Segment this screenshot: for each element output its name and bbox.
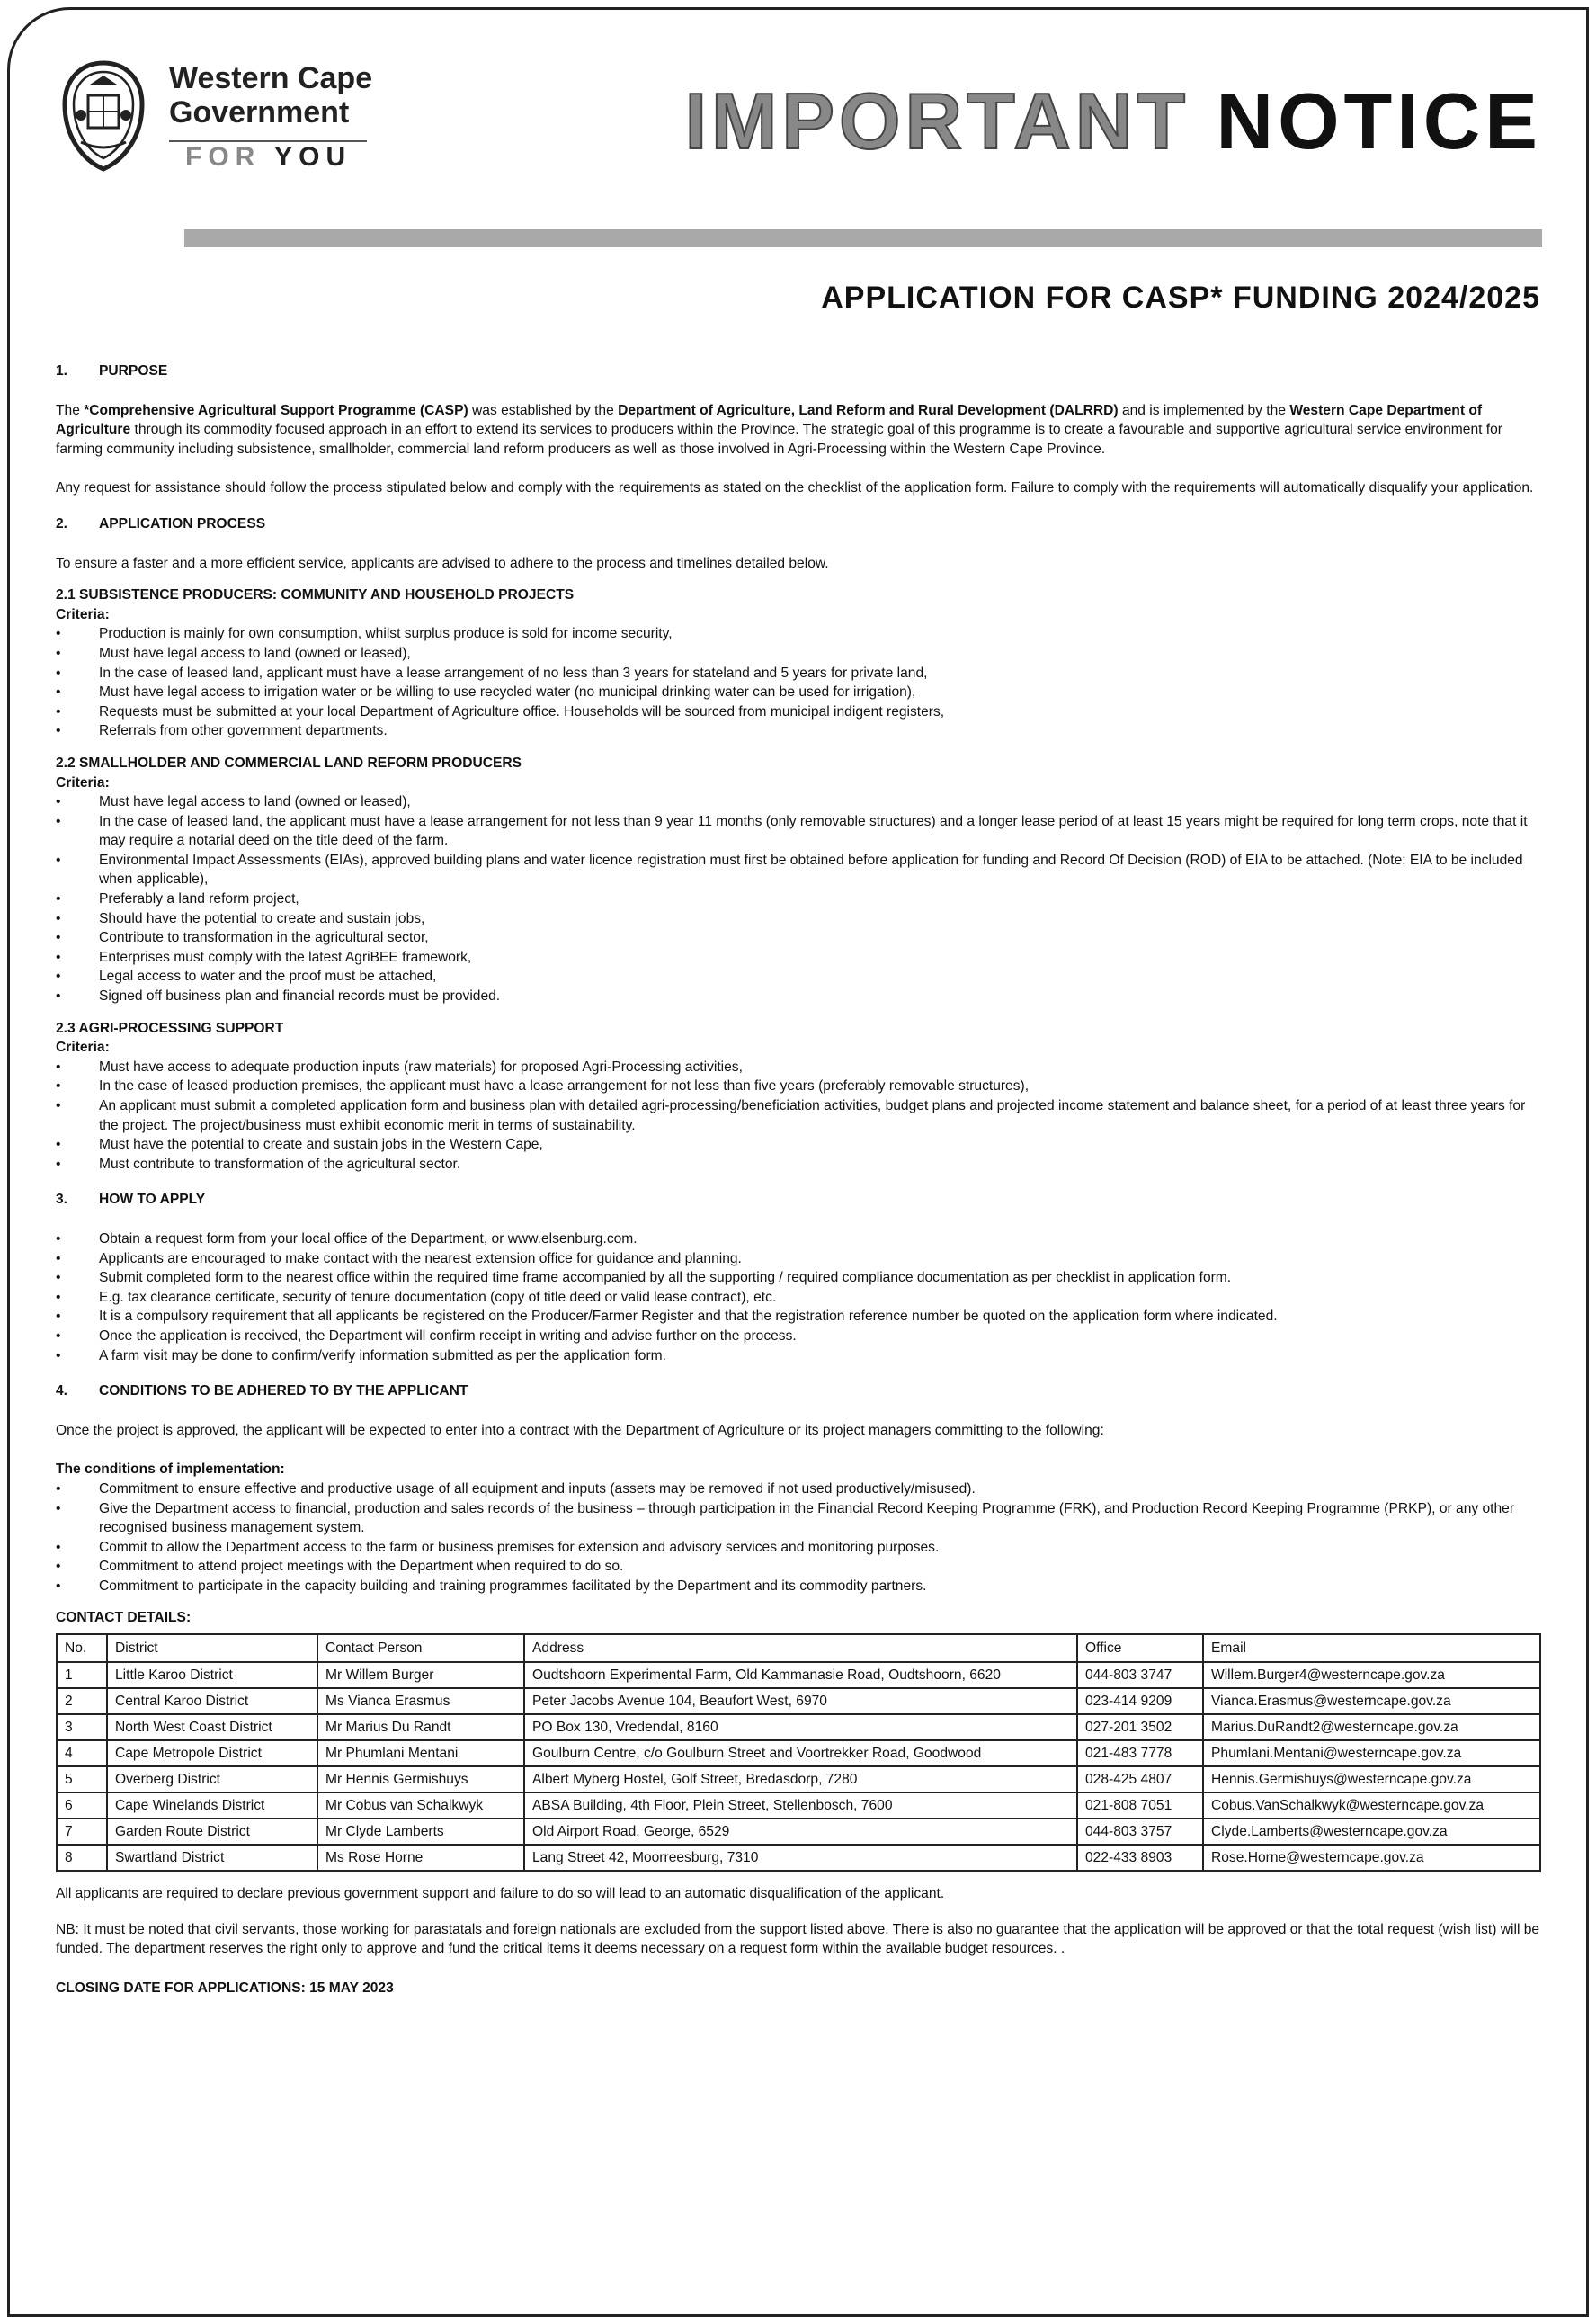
for-you-slogan: [185, 142, 352, 173]
list-item: • Once the application is received, the Department will confirm receipt in writing and advise further on the process.: [56, 1327, 1541, 1346]
list-item: • Give the Department access to financial, production and sales records of the business – through participation in the Financial Record Keeping Programme (FRK), and Production Record Keeping Programme (PRKP), or any other recognised business management system.: [56, 1499, 1541, 1538]
table-row: [57, 1845, 1540, 1871]
table-row: [57, 1766, 1540, 1792]
column-header: Office: [1077, 1634, 1203, 1662]
cell-address: Goulburn Centre, c/o Goulburn Street and Voortrekker Road, Goodwood: [524, 1740, 1077, 1766]
nb-note: NB: It must be noted that civil servants, those working for parastatals and foreign nationals are excluded from the support listed above. There is also no guarantee that the application will be approved or that the total request (wish list) will be funded. The department reserves the right only to approve and fund the critical items it deems necessary on a request form within the available budget resources. .: [56, 1921, 1540, 1957]
cell-contact: Mr Clyde Lamberts: [317, 1819, 524, 1845]
slogan-you: YOU: [274, 142, 352, 172]
table-header-row: [57, 1634, 1540, 1662]
criteria-label: Criteria:: [56, 1040, 110, 1056]
important-notice-heading: [684, 76, 1542, 165]
cell-contact: Mr Phumlani Mentani: [317, 1740, 524, 1766]
section-4-heading: [56, 1381, 1541, 1401]
text-run: was established by the: [468, 402, 619, 418]
section-number: 3.: [56, 1192, 68, 1208]
list-item: • Commitment to ensure effective and productive usage of all equipment and inputs (assets may be removed if not used productively/misused).: [56, 1479, 1541, 1499]
list-item: • Legal access to water and the proof must be attached,: [56, 967, 1541, 987]
how-to-apply-list: [56, 1229, 1541, 1365]
section-number: 4.: [56, 1383, 68, 1399]
subsection-2-1-heading: 2.1 SUBSISTENCE PRODUCERS: COMMUNITY AND HOUSEHOLD PROJECTS: [56, 587, 575, 603]
cell-address: Lang Street 42, Moorreesburg, 7310: [524, 1845, 1077, 1871]
text-run-bold: Western Cape Department of Agriculture: [56, 402, 1483, 438]
list-item: • Commit to allow the Department access to the farm or business premises for extension and advisory services and monitoring purposes.: [56, 1538, 1541, 1558]
list-item: • Referrals from other government departments.: [56, 721, 1541, 741]
section-title: APPLICATION PROCESS: [99, 515, 266, 532]
cell-no: 5: [57, 1766, 107, 1792]
cell-district: Garden Route District: [107, 1819, 317, 1845]
table-row: [57, 1792, 1540, 1819]
cell-address: Albert Myberg Hostel, Golf Street, Bredasdorp, 7280: [524, 1766, 1077, 1792]
contact-details-table: [56, 1633, 1541, 1872]
table-row: [57, 1819, 1540, 1845]
notice-word-notice: NOTICE: [1216, 76, 1542, 165]
cell-office: 044-803 3757: [1077, 1819, 1203, 1845]
coat-of-arms-logo: [54, 59, 153, 173]
table-row: [57, 1714, 1540, 1740]
org-line-1: Western Cape: [169, 61, 373, 95]
cell-office: 023-414 9209: [1077, 1688, 1203, 1714]
text-run-bold: *Comprehensive Agricultural Support Programme (CASP): [84, 402, 468, 418]
cell-address: ABSA Building, 4th Floor, Plein Street, Stellenbosch, 7600: [524, 1792, 1077, 1819]
conditions-list: [56, 1479, 1541, 1596]
text-run-bold: Department of Agriculture, Land Reform and Rural Development (DALRRD): [618, 402, 1119, 418]
cell-contact: Mr Cobus van Schalkwyk: [317, 1792, 524, 1819]
list-item: • Enterprises must comply with the latest AgriBEE framework,: [56, 948, 1541, 968]
conditions-label: The conditions of implementation:: [56, 1461, 285, 1478]
column-header: District: [107, 1634, 317, 1662]
cell-email: Clyde.Lamberts@westerncape.gov.za: [1203, 1819, 1540, 1845]
list-item: • Must have legal access to land (owned or leased),: [56, 792, 1541, 812]
criteria-list-2-1: [56, 624, 1541, 741]
cell-contact: Mr Marius Du Randt: [317, 1714, 524, 1740]
section-1-heading: [56, 362, 1541, 381]
subsection-2-3-heading: 2.3 AGRI-PROCESSING SUPPORT: [56, 1020, 284, 1036]
organization-name: [169, 61, 372, 149]
text-run: through its commodity focused approach in an effort to extend its services to producers within the Province. The strategic goal of this programme is to create a favourable and supportive agricultural service environment for farming community including subsistence, smallholder, commercial land reform producers as well as those involved in Agri-Processing within the Western Cape Province.: [56, 422, 1502, 457]
conditions-intro: Once the project is approved, the applicant will be expected to enter into a contract with the Department of Agriculture or its project managers committing to the following:: [56, 1422, 1104, 1438]
cell-no: 4: [57, 1740, 107, 1766]
notice-body: [56, 362, 1541, 1998]
cell-address: Peter Jacobs Avenue 104, Beaufort West, 6970: [524, 1688, 1077, 1714]
cell-district: Swartland District: [107, 1845, 317, 1871]
cell-email: Phumlani.Mentani@westerncape.gov.za: [1203, 1740, 1540, 1766]
section-number: 2.: [56, 515, 68, 532]
criteria-label: Criteria:: [56, 606, 110, 622]
table-row: [57, 1688, 1540, 1714]
criteria-label: Criteria:: [56, 774, 110, 791]
list-item: • Signed off business plan and financial records must be provided.: [56, 987, 1541, 1006]
cell-email: Rose.Horne@westerncape.gov.za: [1203, 1845, 1540, 1871]
cell-address: PO Box 130, Vredendal, 8160: [524, 1714, 1077, 1740]
cell-address: Oudtshoorn Experimental Farm, Old Kammanasie Road, Oudtshoorn, 6620: [524, 1662, 1077, 1688]
section-number: 1.: [56, 363, 68, 379]
cell-email: Vianca.Erasmus@westerncape.gov.za: [1203, 1688, 1540, 1714]
contact-details-heading: CONTACT DETAILS:: [56, 1610, 192, 1626]
list-item: • Requests must be submitted at your local Department of Agriculture office. Households will be sourced from municipal indigent registers,: [56, 702, 1541, 722]
list-item: • Must have the potential to create and sustain jobs in the Western Cape,: [56, 1135, 1541, 1155]
cell-contact: Ms Rose Horne: [317, 1845, 524, 1871]
purpose-paragraph: [56, 401, 1541, 460]
list-item: • Environmental Impact Assessments (EIAs), approved building plans and water licence registration must first be obtained before application for funding and Record Of Decision (ROD) of EIA to be attached. (Note: EIA to be included when applicable),: [56, 851, 1541, 889]
list-item: • Submit completed form to the nearest office within the required time frame accompanied by all the supporting / required compliance documentation as per checklist in application form.: [56, 1268, 1541, 1288]
document-title: APPLICATION FOR CASP* FUNDING 2024/2025: [821, 281, 1540, 315]
column-header: Address: [524, 1634, 1077, 1662]
section-title: CONDITIONS TO BE ADHERED TO BY THE APPLICANT: [99, 1383, 468, 1399]
criteria-list-2-2: [56, 792, 1541, 1006]
column-header: No.: [57, 1634, 107, 1662]
cell-office: 021-808 7051: [1077, 1792, 1203, 1819]
cell-office: 028-425 4807: [1077, 1766, 1203, 1792]
cell-no: 3: [57, 1714, 107, 1740]
list-item: • E.g. tax clearance certificate, security of tenure documentation (copy of title deed or valid lease contract), etc.: [56, 1288, 1541, 1308]
list-item: • Must have legal access to irrigation water or be willing to use recycled water (no municipal drinking water can be used for irrigation),: [56, 683, 1541, 702]
list-item: • A farm visit may be done to confirm/verify information submitted as per the application form.: [56, 1346, 1541, 1366]
list-item: • Contribute to transformation in the agricultural sector,: [56, 928, 1541, 948]
list-item: • Must have access to adequate production inputs (raw materials) for proposed Agri-Processing activities,: [56, 1058, 1541, 1077]
list-item: • Applicants are encouraged to make contact with the nearest extension office for guidance and planning.: [56, 1249, 1541, 1269]
list-item: • Commitment to participate in the capacity building and training programmes facilitated by the Department and its commodity partners.: [56, 1577, 1541, 1596]
cell-office: 027-201 3502: [1077, 1714, 1203, 1740]
cell-no: 7: [57, 1819, 107, 1845]
criteria-list-2-3: [56, 1058, 1541, 1175]
list-item: • Obtain a request form from your local office of the Department, or www.elsenburg.com.: [56, 1229, 1541, 1249]
list-item: • Production is mainly for own consumption, whilst surplus produce is sold for income security,: [56, 624, 1541, 644]
cell-office: 022-433 8903: [1077, 1845, 1203, 1871]
text-run: and is implemented by the: [1118, 402, 1290, 418]
cell-no: 6: [57, 1792, 107, 1819]
list-item: • In the case of leased land, the applicant must have a lease arrangement for not less than 9 year 11 months (only removable structures) and a longer lease period of at least 15 years might be required for long term crops, note that it may require a notarial deed on the title deed of the farm.: [56, 812, 1541, 851]
section-3-heading: [56, 1190, 1541, 1210]
list-item: • It is a compulsory requirement that all applicants be registered on the Producer/Farmer Register and that the registration reference number be quoted on the application form where indicated.: [56, 1307, 1541, 1327]
list-item: • Commitment to attend project meetings with the Department when required to do so.: [56, 1557, 1541, 1577]
declaration-note: All applicants are required to declare previous government support and failure to do so will lead to an automatic disqualification of the applicant.: [56, 1886, 945, 1902]
cell-email: Hennis.Germishuys@westerncape.gov.za: [1203, 1766, 1540, 1792]
header-divider-bar: [184, 229, 1542, 247]
org-line-2: Government: [169, 95, 350, 130]
cell-no: 2: [57, 1688, 107, 1714]
cell-district: North West Coast District: [107, 1714, 317, 1740]
column-header: Email: [1203, 1634, 1540, 1662]
list-item: • In the case of leased production premises, the applicant must have a lease arrangement for not less than five years (preferably removable structures),: [56, 1077, 1541, 1096]
cell-office: 021-483 7778: [1077, 1740, 1203, 1766]
table-row: [57, 1662, 1540, 1688]
cell-office: 044-803 3747: [1077, 1662, 1203, 1688]
cell-district: Central Karoo District: [107, 1688, 317, 1714]
cell-district: Overberg District: [107, 1766, 317, 1792]
cell-contact: Mr Hennis Germishuys: [317, 1766, 524, 1792]
text-run: The: [56, 402, 85, 418]
cell-district: Cape Winelands District: [107, 1792, 317, 1819]
cell-address: Old Airport Road, George, 6529: [524, 1819, 1077, 1845]
cell-no: 8: [57, 1845, 107, 1871]
cell-district: Little Karoo District: [107, 1662, 317, 1688]
cell-contact: Ms Vianca Erasmus: [317, 1688, 524, 1714]
cell-district: Cape Metropole District: [107, 1740, 317, 1766]
purpose-paragraph-2: Any request for assistance should follow the process stipulated below and comply with the requirements as stated on the checklist of the application form. Failure to comply with the requirements will automatically disqualify your application.: [56, 480, 1534, 496]
list-item: • Should have the potential to create and sustain jobs,: [56, 909, 1541, 929]
slogan-for: FOR: [185, 142, 262, 172]
cell-no: 1: [57, 1662, 107, 1688]
list-item: • In the case of leased land, applicant must have a lease arrangement of no less than 3 years for stateland and 5 years for private land,: [56, 664, 1541, 684]
section-title: HOW TO APPLY: [99, 1192, 206, 1208]
table-row: [57, 1740, 1540, 1766]
closing-date: CLOSING DATE FOR APPLICATIONS: 15 MAY 2023: [56, 1980, 394, 1996]
notice-word-important: IMPORTANT: [684, 76, 1190, 165]
section-title: PURPOSE: [99, 363, 168, 379]
cell-email: Marius.DuRandt2@westerncape.gov.za: [1203, 1714, 1540, 1740]
list-item: • Must have legal access to land (owned or leased),: [56, 644, 1541, 664]
cell-email: Willem.Burger4@westerncape.gov.za: [1203, 1662, 1540, 1688]
cell-email: Cobus.VanSchalkwyk@westerncape.gov.za: [1203, 1792, 1540, 1819]
subsection-2-2-heading: 2.2 SMALLHOLDER AND COMMERCIAL LAND REFORM PRODUCERS: [56, 755, 522, 771]
list-item: • Preferably a land reform project,: [56, 889, 1541, 909]
list-item: • An applicant must submit a completed application form and business plan with detailed agri-processing/beneficiation activities, budget plans and projected income statement and balance sheet, for a period of at least three years for the project. The project/business must exhibit economic merit in terms of sustainability.: [56, 1096, 1541, 1135]
column-header: Contact Person: [317, 1634, 524, 1662]
list-item: • Must contribute to transformation of the agricultural sector.: [56, 1155, 1541, 1175]
section-2-heading: [56, 514, 1541, 534]
cell-contact: Mr Willem Burger: [317, 1662, 524, 1688]
process-intro: To ensure a faster and a more efficient service, applicants are advised to adhere to the process and timelines detailed below.: [56, 555, 829, 571]
